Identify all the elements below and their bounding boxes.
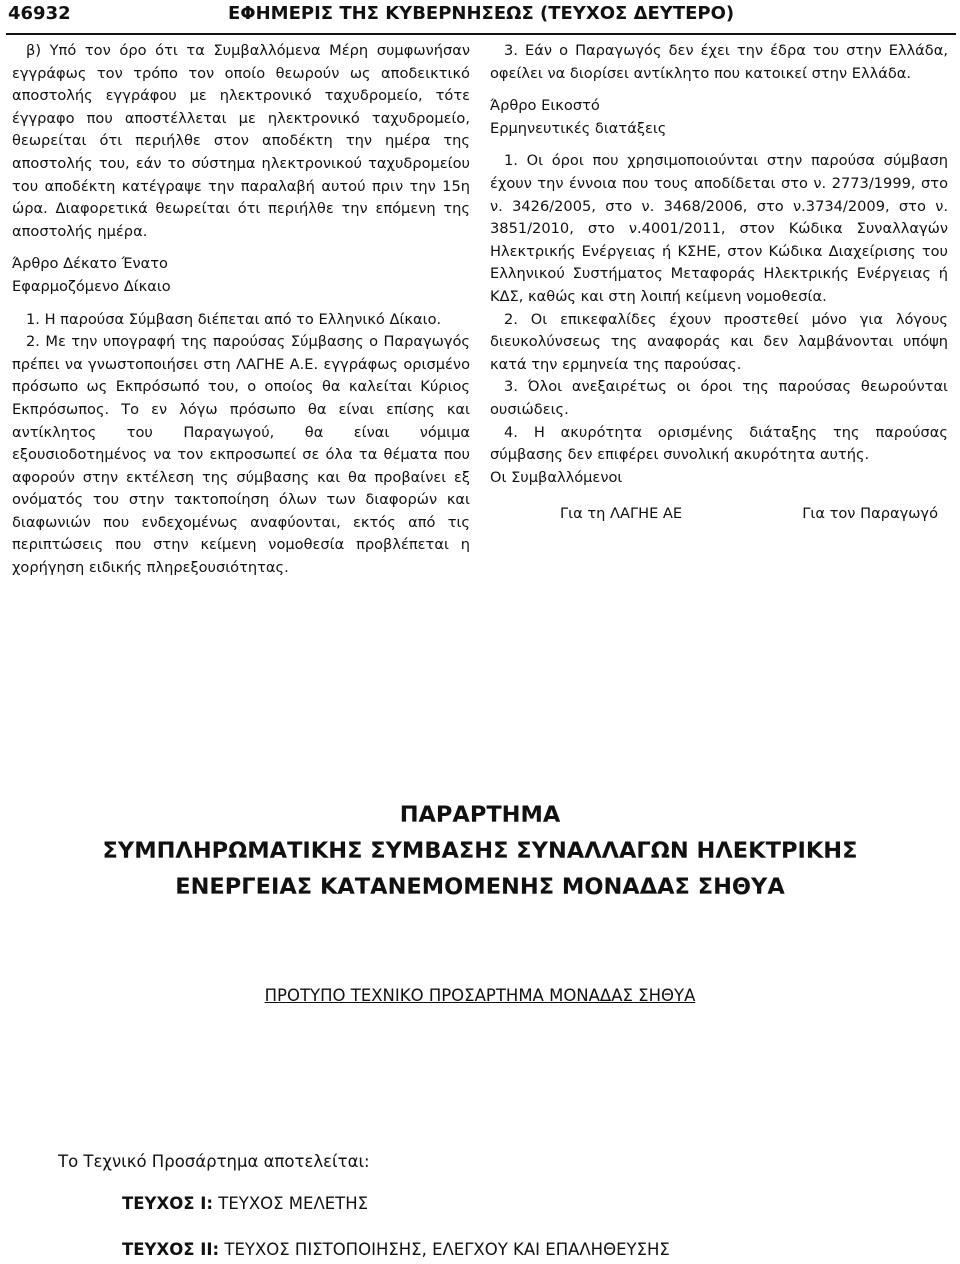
- right-column: [490, 40, 948, 526]
- article-20-subtitle: Ερμηνευτικές διατάξεις: [490, 119, 667, 137]
- annex-intro: Το Τεχνικό Προσάρτημα αποτελείται:: [58, 1152, 370, 1171]
- article-19-subtitle: Εφαρμοζόμενο Δίκαιο: [12, 277, 171, 295]
- volume-2: [122, 1240, 670, 1259]
- left-column: [12, 40, 470, 580]
- article-19-title: Άρθρο Δέκατο Ένατο: [12, 255, 168, 273]
- article-19-para-1: 1. Η παρούσα Σύμβαση διέπεται από το Ελληνικό Δίκαιο.: [26, 310, 442, 328]
- article-19-para-2: 2. Με την υπογραφή της παρούσας Σύμβασης ο Παραγωγός πρέπει να γνωστοποιήσει στη ΛΑΓΗΕ Α.Ε. εγγράφως ορισμένο πρόσωπο ως Εκπρόσωπό του, ο οποίος θα καλείται Κύριος Εκπρόσωπος. Το εν λόγω πρόσωπο θα είναι επίσης και αντίκλητος του Παραγωγού, θα είναι νόμιμα εξουσιοδοτημένος να τον εκπροσωπεί σε όλα τα θέματα που αφορούν στην εκτέλεση της σύμβασης και θα προβαίνει εξ ονόματός του στην τακτοποίηση όλων των διαφορών και διαφωνιών που ενδεχομένως αναφύονται, εκτός από τις περιπτώσεις που στην κείμενη νομοθεσία προβλέπεται η χορήγηση ειδικής πληρεξουσιότητας.: [12, 333, 470, 577]
- article-20-para-3: 3. Όλοι ανεξαιρέτως οι όροι της παρούσας θεωρούνται ουσιώδεις.: [490, 378, 948, 418]
- annex-title: ΠΑΡΑΡΤΗΜΑ: [399, 802, 561, 828]
- annex-title-line-3: ΕΝΕΡΓΕΙΑΣ ΚΑΤΑΝΕΜΟΜΕΝΗΣ ΜΟΝΑΔΑΣ ΣΗΘΥΑ: [175, 874, 785, 900]
- volume-1-text: ΤΕΥΧΟΣ ΜΕΛΕΤΗΣ: [218, 1194, 369, 1213]
- volume-2-text: ΤΕΥΧΟΣ ΠΙΣΤΟΠΟΙΗΣΗΣ, ΕΛΕΓΧΟΥ ΚΑΙ ΕΠΑΛΗΘΕΥΣΗΣ: [224, 1240, 670, 1259]
- volume-2-label: ΤΕΥΧΟΣ ΙΙ:: [122, 1240, 220, 1259]
- journal-title: ΕΦΗΜΕΡΙΣ ΤΗΣ ΚΥΒΕΡΝΗΣΕΩΣ (ΤΕΥΧΟΣ ΔΕΥΤΕΡΟ): [228, 3, 735, 24]
- volume-1-label: ΤΕΥΧΟΣ Ι:: [122, 1194, 213, 1213]
- annex-subtitle: [0, 986, 960, 1005]
- article-19-para-3: 3. Εάν ο Παραγωγός δεν έχει την έδρα του στην Ελλάδα, οφείλει να διορίσει αντίκλητο που κατοικεί στην Ελλάδα.: [490, 42, 948, 82]
- signature-producer: Για τον Παραγωγό: [802, 505, 938, 523]
- signature-lagie: Για τη ΛΑΓΗΕ ΑΕ: [560, 505, 683, 523]
- article-20-title: Άρθρο Εικοστό: [490, 97, 600, 115]
- signature-labels: [490, 503, 948, 526]
- annex-title-line-2: ΣΥΜΠΛΗΡΩΜΑΤΙΚΗΣ ΣΥΜΒΑΣΗΣ ΣΥΝΑΛΛΑΓΩΝ ΗΛΕΚΤΡΙΚΗΣ: [102, 838, 858, 864]
- page-number: 46932: [8, 3, 71, 24]
- article-20-para-2: 2. Οι επικεφαλίδες έχουν προστεθεί μόνο για λόγους διευκολύνσεως της αναφοράς και δεν λαμβάνονται υπόψη κατά την ερμηνεία της παρούσας.: [490, 310, 948, 373]
- signatories-title: Οι Συμβαλλόμενοι: [490, 468, 623, 486]
- paragraph-b: β) Υπό τον όρο ότι τα Συμβαλλόμενα Μέρη συμφωνήσαν εγγράφως τον τρόπο τον οποίο θεωρούν ως αποδεικτικό αποστολής εγγράφου με ηλεκτρονικό ταχυδρομείο, τότε έγγραφο που αποστέλλεται με ηλεκτρονικό ταχυδρομείο, θεωρείται ότι περιήλθε στον αποδέκτη την ημέρα της αποστολής του, εάν το σύστημα ηλεκτρονικού ταχυδρομείου του αποδέκτη κατέγραψε την παραλαβή αυτού πριν την 15η ώρα. Διαφορετικά θεωρείται ότι περιήλθε την επόμενη της αποστολής ημέρα.: [12, 42, 470, 240]
- page-header: [0, 0, 960, 30]
- volume-1: [122, 1194, 368, 1213]
- article-20-para-4: 4. Η ακυρότητα ορισμένης διάταξης της παρούσας σύμβασης δεν επιφέρει συνολική ακυρότητα αυτής.: [490, 423, 948, 464]
- annex-subtitle-text: ΠΡΟΤΥΠΟ ΤΕΧΝΙΚΟ ΠΡΟΣΑΡΤΗΜΑ ΜΟΝΑΔΑΣ ΣΗΘΥΑ: [264, 986, 696, 1005]
- article-20-para-1: 1. Οι όροι που χρησιμοποιούνται στην παρούσα σύμβαση έχουν την έννοια που τους αποδίδεται στο ν. 2773/1999, στο ν. 3426/2005, στο ν. 3468/2006, στο ν.3734/2009, στο ν. 3851/2010, στο ν.4001/2011, στον Κώδικα Συναλλαγών Ηλεκτρικής Ενέργειας ή ΚΣΗΕ, στον Κώδικα Διαχείρισης του Ελληνικού Συστήματος Μεταφοράς Ηλεκτρικής Ενέργειας ή ΚΔΣ, καθώς και στη λοιπή κείμενη νομοθεσία.: [490, 152, 948, 305]
- header-rule: [6, 33, 956, 35]
